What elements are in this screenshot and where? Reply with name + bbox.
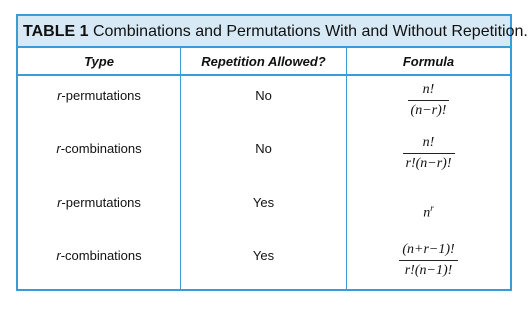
- row-1-formula: [347, 76, 510, 129]
- row-4-repetition: Yes: [181, 236, 347, 289]
- row-3-type-rest: -permutations: [61, 194, 141, 210]
- row-1-type-var: r: [57, 88, 62, 103]
- row-2-formula: [347, 129, 510, 182]
- row-3-power: [423, 203, 434, 222]
- row-2-fraction: [403, 135, 455, 172]
- row-3-type-var: r: [57, 194, 62, 210]
- row-4-formula: [347, 236, 510, 289]
- row-2-repetition: No: [181, 129, 347, 182]
- row-1-repetition: No: [181, 76, 347, 129]
- row-4-fraction: [399, 242, 457, 279]
- row-3-repetition: Yes: [181, 183, 347, 236]
- table-label: TABLE 1: [23, 23, 89, 40]
- combinatorics-table: [16, 14, 528, 291]
- row-2-denominator: r!(n−r)!: [405, 156, 452, 172]
- row-4-numerator: (n+r−1)!: [402, 241, 455, 257]
- row-2-type-var: r: [56, 141, 61, 157]
- row-1-type: [18, 76, 181, 129]
- row-2-type-rest: -combinations: [60, 141, 142, 157]
- row-1-fraction: [408, 82, 450, 119]
- row-4-type-rest: -combinations: [60, 247, 142, 263]
- row-2-numerator: n!: [422, 135, 435, 151]
- row-1-numerator: n!: [422, 82, 435, 97]
- row-3-formula: [347, 183, 510, 236]
- table-grid: [18, 48, 510, 289]
- header-repetition: Repetition Allowed?: [181, 48, 347, 76]
- table-caption: [18, 16, 528, 48]
- header-type: Type: [18, 48, 181, 76]
- row-4-denominator: r!(n−1)!: [404, 262, 453, 278]
- header-formula: Formula: [347, 48, 510, 76]
- row-3-exponent: r: [430, 202, 434, 213]
- row-2-type: [18, 129, 181, 182]
- row-4-type-var: r: [56, 247, 61, 263]
- row-1-type-rest: -permutations: [61, 88, 141, 103]
- table-title: Combinations and Permutations With and Without Repetition.: [92, 23, 528, 40]
- row-4-type: [18, 236, 181, 289]
- row-1-denominator: (n−r)!: [410, 103, 447, 118]
- row-3-base: n: [423, 205, 431, 221]
- row-3-type: [18, 183, 181, 236]
